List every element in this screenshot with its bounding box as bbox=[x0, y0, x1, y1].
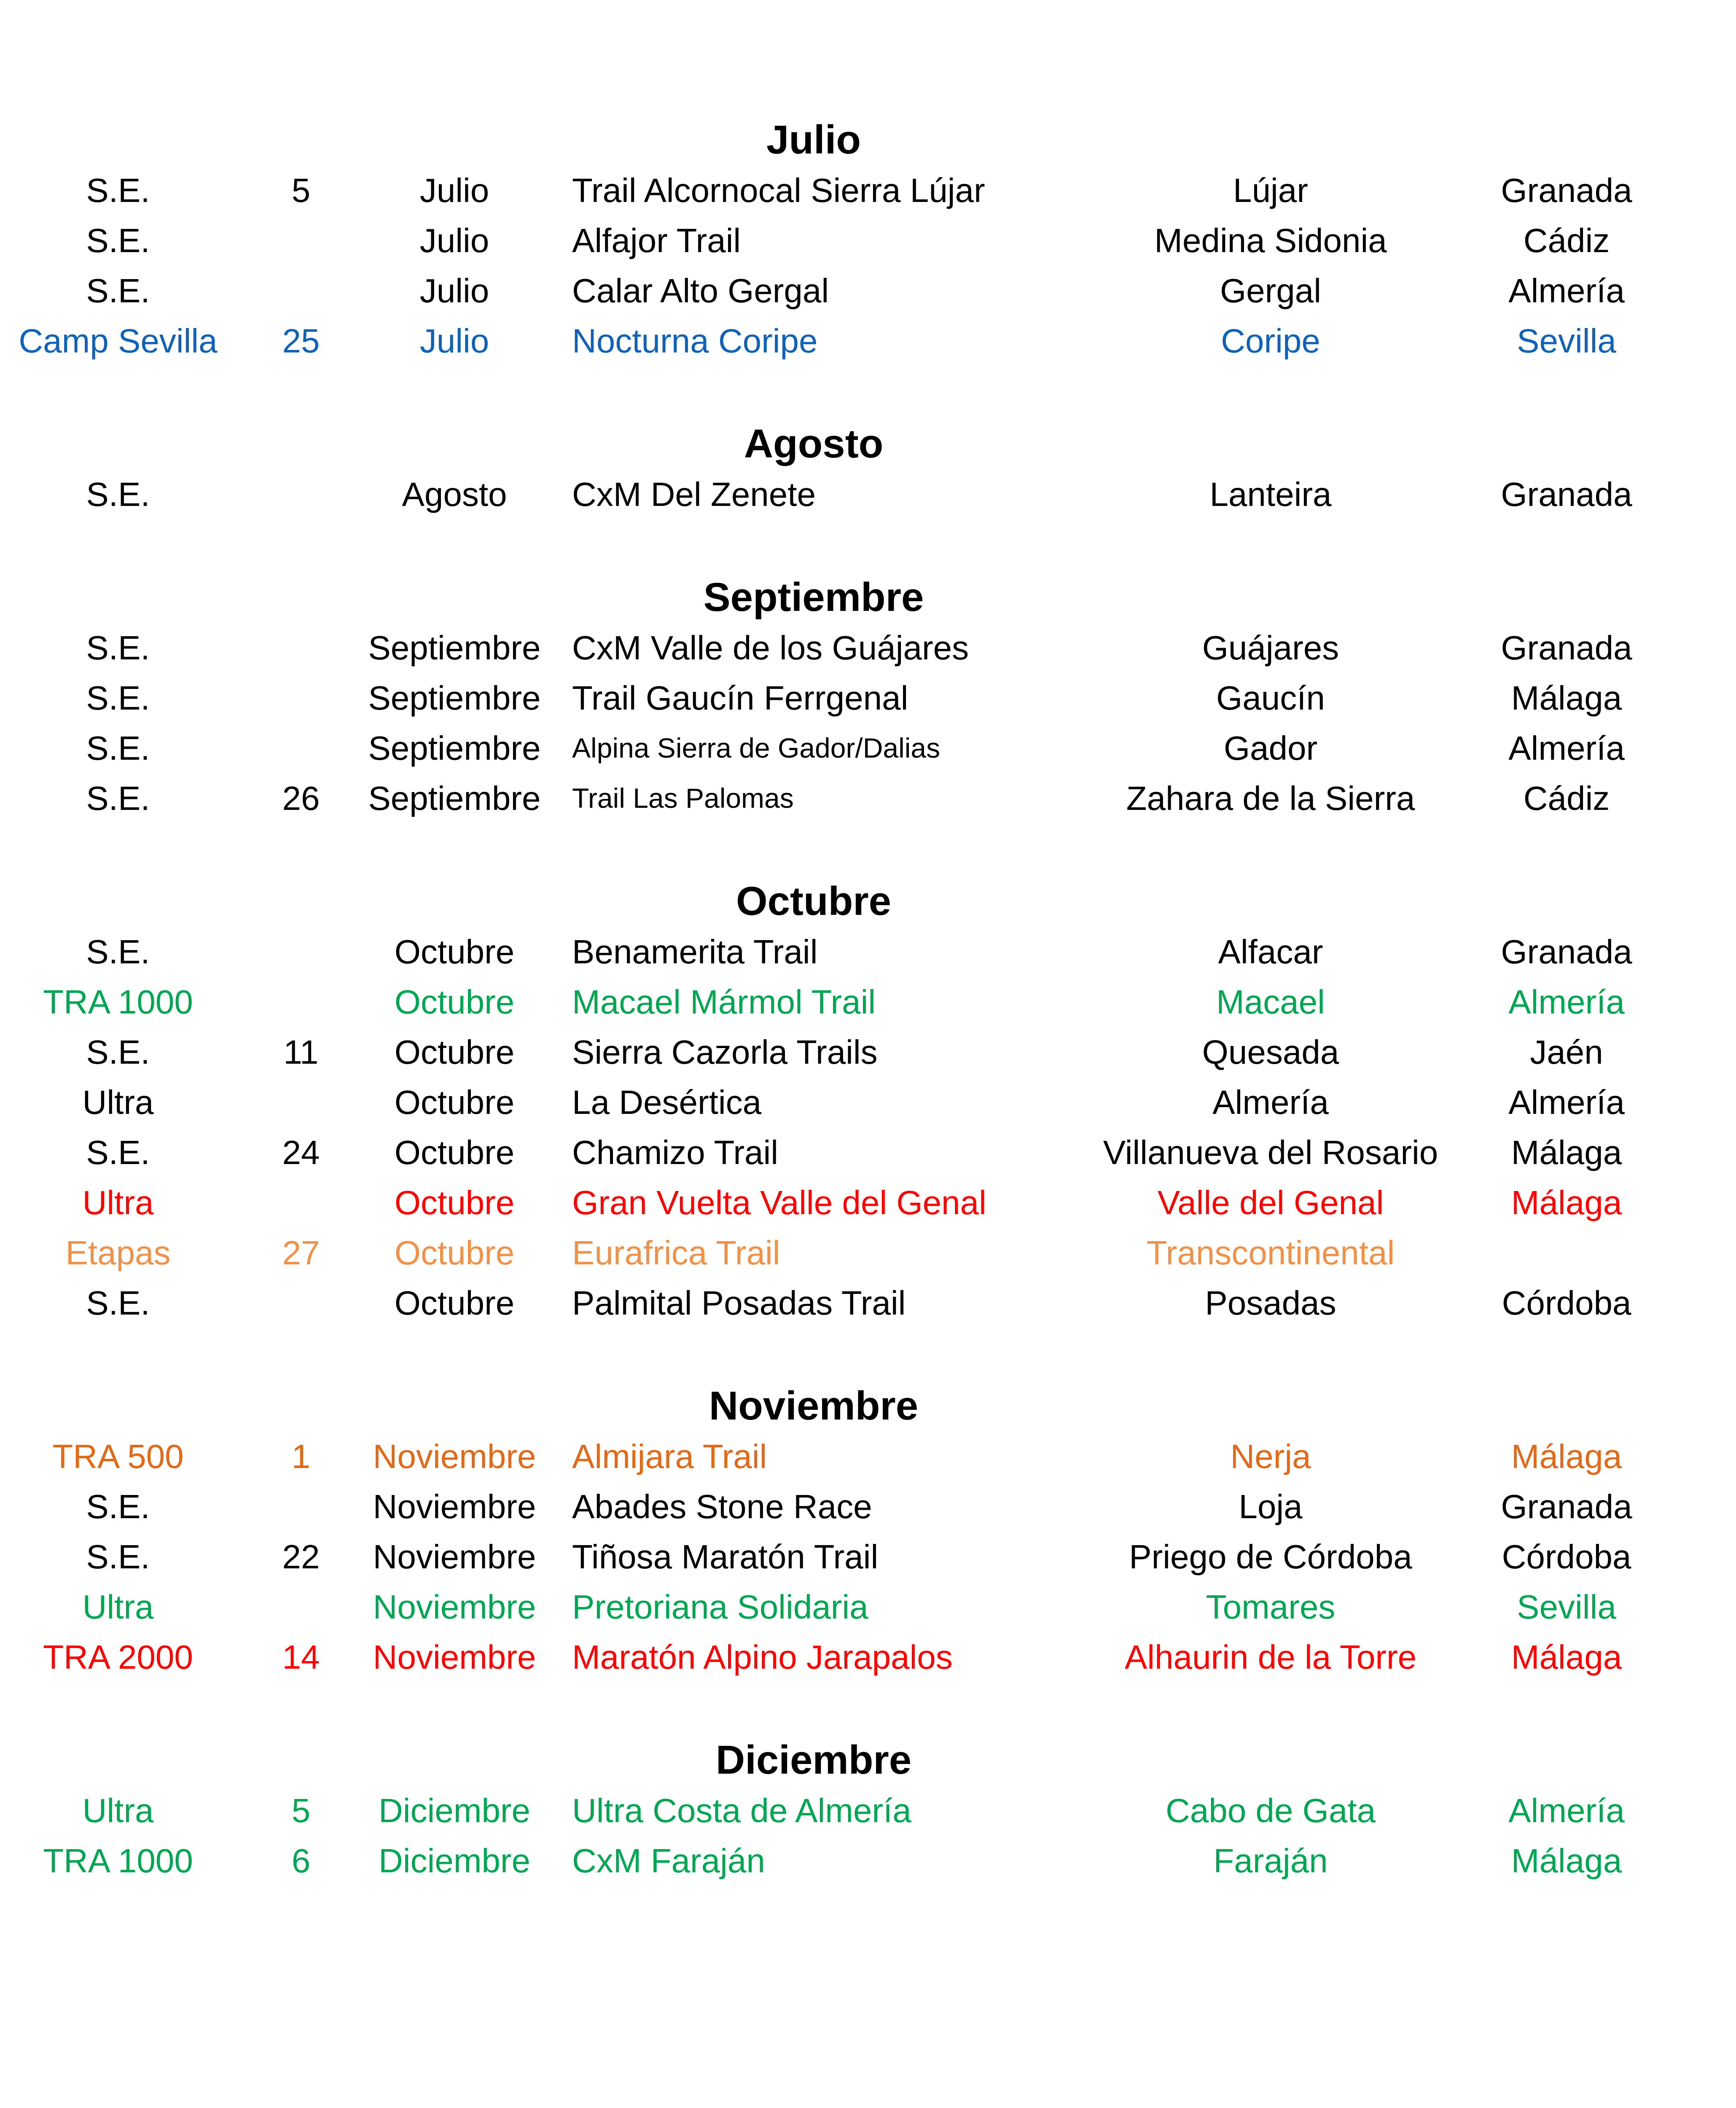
event-row bbox=[0, 165, 1736, 215]
event-category: S.E. bbox=[86, 933, 150, 971]
event-month: Agosto bbox=[402, 476, 507, 513]
event-day: 5 bbox=[291, 1792, 311, 1829]
event-province: Cádiz bbox=[1523, 222, 1610, 259]
event-category: S.E. bbox=[86, 172, 150, 209]
event-month: Octubre bbox=[394, 1033, 515, 1071]
event-category: Ultra bbox=[82, 1084, 154, 1121]
event-row bbox=[0, 1582, 1736, 1632]
event-name: Trail Alcornocal Sierra Lújar bbox=[572, 172, 985, 209]
event-category: S.E. bbox=[86, 1033, 150, 1071]
event-province: Málaga bbox=[1511, 1842, 1622, 1879]
event-location: Macael bbox=[1216, 983, 1325, 1021]
event-month: Noviembre bbox=[373, 1638, 536, 1676]
event-province: Granada bbox=[1501, 172, 1632, 209]
month-section-octubre bbox=[0, 876, 1736, 1328]
event-name: Alpina Sierra de Gador/Dalias bbox=[572, 732, 941, 764]
event-category: Etapas bbox=[65, 1234, 171, 1272]
event-category: Camp Sevilla bbox=[19, 322, 218, 360]
event-location: Medina Sidonia bbox=[1154, 222, 1387, 259]
event-month: Septiembre bbox=[368, 629, 541, 667]
event-location: Alhaurin de la Torre bbox=[1124, 1638, 1417, 1676]
event-month: Octubre bbox=[394, 1184, 515, 1221]
event-row bbox=[0, 673, 1736, 723]
month-heading: Septiembre bbox=[703, 575, 924, 620]
event-name: Ultra Costa de Almería bbox=[572, 1792, 911, 1829]
event-category: S.E. bbox=[86, 780, 150, 817]
event-month: Septiembre bbox=[368, 780, 541, 817]
event-month: Noviembre bbox=[373, 1588, 536, 1626]
month-section-agosto bbox=[0, 419, 1736, 519]
event-day: 22 bbox=[282, 1538, 320, 1576]
event-day: 11 bbox=[283, 1033, 319, 1071]
event-day: 5 bbox=[291, 172, 311, 209]
event-category: S.E. bbox=[86, 222, 150, 259]
event-location: Posadas bbox=[1205, 1284, 1336, 1322]
event-province: Almería bbox=[1508, 983, 1625, 1021]
event-row bbox=[0, 1278, 1736, 1328]
event-name: Eurafrica Trail bbox=[572, 1234, 780, 1272]
event-day: 26 bbox=[282, 780, 320, 817]
event-name: CxM Valle de los Guájares bbox=[572, 629, 969, 667]
event-location: Transcontinental bbox=[1146, 1234, 1395, 1272]
event-province: Sevilla bbox=[1517, 322, 1616, 360]
event-month: Octubre bbox=[394, 1234, 515, 1272]
event-location: Lújar bbox=[1233, 172, 1308, 209]
event-location: Villanueva del Rosario bbox=[1103, 1134, 1438, 1171]
event-month: Diciembre bbox=[378, 1842, 531, 1879]
event-category: Ultra bbox=[82, 1184, 154, 1221]
event-row bbox=[0, 1532, 1736, 1582]
event-name: Nocturna Coripe bbox=[572, 322, 818, 360]
event-name: Trail Gaucín Ferrgenal bbox=[572, 679, 908, 717]
event-province: Cádiz bbox=[1523, 780, 1610, 817]
event-province: Málaga bbox=[1511, 1438, 1622, 1475]
month-heading: Diciembre bbox=[715, 1737, 912, 1783]
event-month: Julio bbox=[419, 322, 489, 360]
event-day: 25 bbox=[282, 322, 320, 360]
event-location: Priego de Córdoba bbox=[1129, 1538, 1412, 1576]
event-location: Valle del Genal bbox=[1157, 1184, 1384, 1221]
event-category: S.E. bbox=[86, 272, 150, 309]
event-location: Coripe bbox=[1221, 322, 1320, 360]
event-province: Granada bbox=[1501, 629, 1632, 667]
event-location: Lanteira bbox=[1209, 476, 1332, 513]
event-province: Almería bbox=[1508, 729, 1625, 767]
event-month: Julio bbox=[419, 172, 489, 209]
event-category: S.E. bbox=[86, 1134, 150, 1171]
event-name: Gran Vuelta Valle del Genal bbox=[572, 1184, 986, 1221]
event-month: Julio bbox=[419, 272, 489, 309]
event-row bbox=[0, 723, 1736, 773]
event-day: 27 bbox=[282, 1234, 320, 1272]
event-category: S.E. bbox=[86, 629, 150, 667]
event-row bbox=[0, 623, 1736, 673]
event-location: Faraján bbox=[1213, 1842, 1328, 1879]
event-location: Tomares bbox=[1206, 1588, 1336, 1626]
event-province: Málaga bbox=[1511, 1184, 1622, 1221]
event-category: S.E. bbox=[86, 729, 150, 767]
event-row bbox=[0, 316, 1736, 366]
event-province: Córdoba bbox=[1502, 1538, 1631, 1576]
event-location: Gador bbox=[1223, 729, 1318, 767]
event-month: Noviembre bbox=[373, 1488, 536, 1525]
event-row bbox=[0, 1431, 1736, 1482]
event-name: La Desértica bbox=[572, 1084, 762, 1121]
month-section-diciembre bbox=[0, 1735, 1736, 1886]
event-month: Octubre bbox=[394, 933, 515, 971]
event-row bbox=[0, 1127, 1736, 1178]
event-day: 14 bbox=[282, 1638, 320, 1676]
month-heading: Octubre bbox=[736, 879, 892, 924]
event-location: Quesada bbox=[1202, 1033, 1339, 1071]
event-location: Gergal bbox=[1220, 272, 1322, 309]
event-province: Málaga bbox=[1511, 1638, 1622, 1676]
event-month: Octubre bbox=[394, 1084, 515, 1121]
event-location: Nerja bbox=[1230, 1438, 1311, 1475]
event-location: Cabo de Gata bbox=[1165, 1792, 1376, 1829]
month-section-septiembre bbox=[0, 572, 1736, 823]
event-category: S.E. bbox=[86, 679, 150, 717]
month-heading: Julio bbox=[766, 117, 861, 162]
event-name: Pretoriana Solidaria bbox=[572, 1588, 868, 1626]
event-name: Maratón Alpino Jarapalos bbox=[572, 1638, 953, 1676]
event-month: Octubre bbox=[394, 1134, 515, 1171]
event-category: S.E. bbox=[86, 476, 150, 513]
event-location: Guájares bbox=[1202, 629, 1339, 667]
event-location: Almería bbox=[1212, 1084, 1329, 1121]
month-section-noviembre bbox=[0, 1381, 1736, 1682]
event-name: Abades Stone Race bbox=[572, 1488, 872, 1525]
event-month: Diciembre bbox=[378, 1792, 531, 1829]
event-row bbox=[0, 1785, 1736, 1836]
event-month: Noviembre bbox=[373, 1438, 536, 1475]
event-row bbox=[0, 1482, 1736, 1532]
event-location: Zahara de la Sierra bbox=[1126, 780, 1415, 817]
event-category: TRA 1000 bbox=[43, 983, 193, 1021]
month-heading: Noviembre bbox=[709, 1383, 919, 1428]
event-category: S.E. bbox=[86, 1538, 150, 1576]
event-category: S.E. bbox=[86, 1488, 150, 1525]
event-month: Septiembre bbox=[368, 729, 541, 767]
event-day: 1 bbox=[291, 1438, 311, 1475]
event-row bbox=[0, 1632, 1736, 1682]
event-month: Julio bbox=[419, 222, 489, 259]
event-row bbox=[0, 469, 1736, 519]
event-month: Octubre bbox=[394, 983, 515, 1021]
event-day: 6 bbox=[291, 1842, 311, 1879]
event-province: Almería bbox=[1508, 1792, 1625, 1829]
event-row bbox=[0, 977, 1736, 1027]
event-name: Alfajor Trail bbox=[572, 222, 741, 259]
event-location: Gaucín bbox=[1216, 679, 1325, 717]
event-day: 24 bbox=[282, 1134, 320, 1171]
month-section-julio bbox=[0, 115, 1736, 366]
event-category: TRA 500 bbox=[52, 1438, 184, 1475]
event-name: Sierra Cazorla Trails bbox=[572, 1033, 878, 1071]
event-row bbox=[0, 927, 1736, 977]
event-month: Octubre bbox=[394, 1284, 515, 1322]
event-row bbox=[0, 1027, 1736, 1077]
event-name: CxM Del Zenete bbox=[572, 476, 816, 513]
event-category: Ultra bbox=[82, 1588, 154, 1626]
event-name: Macael Mármol Trail bbox=[572, 983, 876, 1021]
event-name: Palmital Posadas Trail bbox=[572, 1284, 906, 1322]
event-province: Granada bbox=[1501, 933, 1632, 971]
event-name: Almijara Trail bbox=[572, 1438, 767, 1475]
event-province: Córdoba bbox=[1502, 1284, 1631, 1322]
month-heading: Agosto bbox=[744, 421, 884, 466]
event-month: Septiembre bbox=[368, 679, 541, 717]
event-name: Calar Alto Gergal bbox=[572, 272, 829, 309]
event-row bbox=[0, 266, 1736, 316]
event-name: Trail Las Palomas bbox=[572, 782, 794, 814]
event-name: Chamizo Trail bbox=[572, 1134, 779, 1171]
event-province: Málaga bbox=[1511, 1134, 1622, 1171]
event-location: Alfacar bbox=[1218, 933, 1323, 971]
event-province: Granada bbox=[1501, 1488, 1632, 1525]
event-row bbox=[0, 1077, 1736, 1127]
event-province: Granada bbox=[1501, 476, 1632, 513]
event-row bbox=[0, 215, 1736, 266]
event-row bbox=[0, 773, 1736, 823]
event-row bbox=[0, 1836, 1736, 1886]
event-row bbox=[0, 1228, 1736, 1278]
event-name: CxM Faraján bbox=[572, 1842, 765, 1879]
event-location: Loja bbox=[1239, 1488, 1303, 1525]
event-province: Jaén bbox=[1530, 1033, 1603, 1071]
event-province: Almería bbox=[1508, 272, 1625, 309]
event-name: Benamerita Trail bbox=[572, 933, 818, 971]
event-category: TRA 1000 bbox=[43, 1842, 193, 1879]
event-category: TRA 2000 bbox=[43, 1638, 193, 1676]
event-category: Ultra bbox=[82, 1792, 154, 1829]
event-row bbox=[0, 1178, 1736, 1228]
event-month: Noviembre bbox=[373, 1538, 536, 1576]
event-category: S.E. bbox=[86, 1284, 150, 1322]
event-name: Tiñosa Maratón Trail bbox=[572, 1538, 879, 1576]
event-province: Almería bbox=[1508, 1084, 1625, 1121]
event-province: Sevilla bbox=[1517, 1588, 1616, 1626]
event-province: Málaga bbox=[1511, 679, 1622, 717]
